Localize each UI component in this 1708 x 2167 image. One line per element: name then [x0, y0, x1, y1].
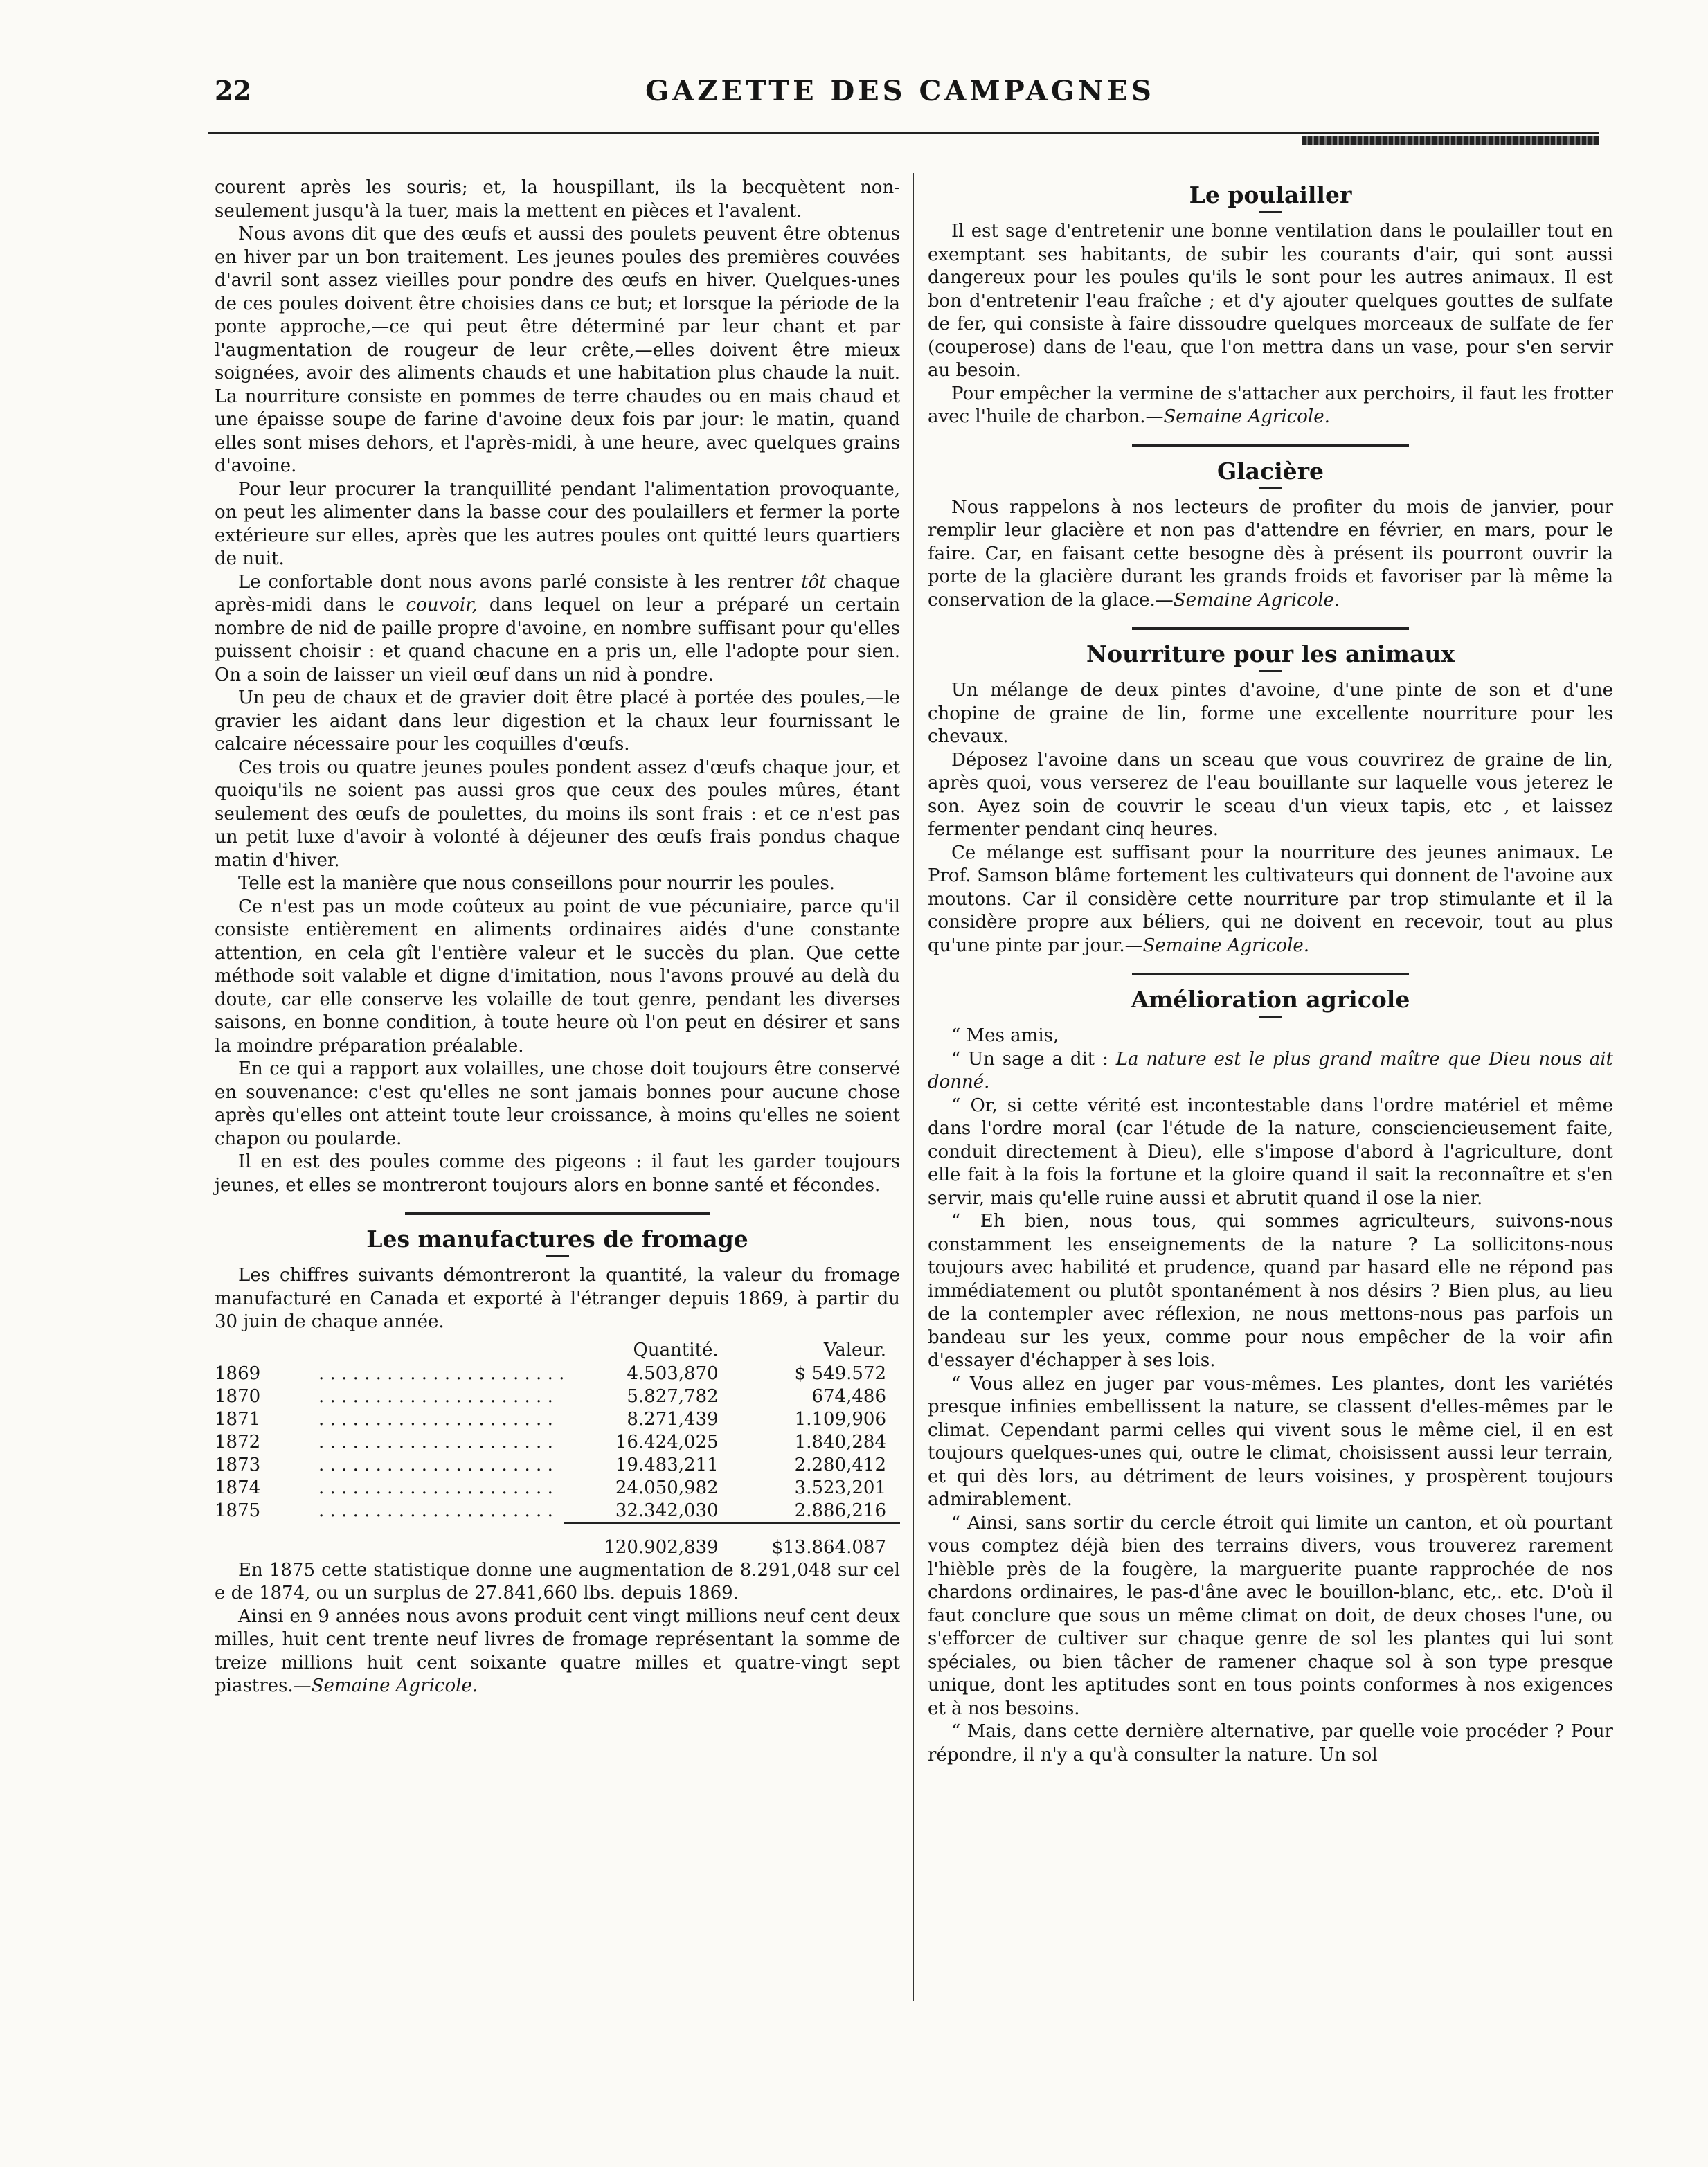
table-header-row — [215, 1338, 900, 1363]
table-total-row — [215, 1523, 900, 1559]
leader-dots: . . . . . . . . . . . . . . . . . . . . . — [318, 1500, 553, 1521]
table-row — [215, 1500, 900, 1523]
year-cell: 1874 — [215, 1477, 261, 1498]
paragraph: Nous avons dit que des œufs et aussi des poulets peuvent être obtenus en hiver par un bon traitement. Les jeunes poules des premières couvées d'avril sont assez vieilles pour pondre des œufs en hiver. Quelques-unes de ces poules doivent être choisies dans ce but; et lorsque la période de la ponte approche,—ce qui peut être déterminé par leur chant et par l'augmentation de rougeur de leur crête,—elles doivent être mieux soignées, avoir des aliments chauds et une habitation plus chaude la nuit. La nourriture consiste en pommes de terre chaudes ou en mais chaud et une épaisse soupe de farine d'avoine deux fois par jour: le matin, quand elles sont mises dehors, et l'après-midi, à une heure, avec quelques grains d'avoine. — [215, 224, 900, 476]
total-value-cell: $13.864.087 — [732, 1523, 900, 1559]
paragraph: Pour leur procurer la tranquillité pendant l'alimentation provoquante, on peut les alimenter dans la basse cour des poulaillers et fermer la porte extérieure sur elles, après que les autres poules ont quitté leurs quartiers de nuit. — [215, 478, 900, 569]
leader-dots: . . . . . . . . . . . . . . . . . . . . . — [318, 1431, 553, 1453]
value-cell: 2.280,412 — [794, 1454, 886, 1475]
total-quantity-cell: 120.902,839 — [564, 1523, 732, 1559]
paragraph: “ Mais, dans cette dernière alternative, par quelle voie procéder ? Pour répondre, il n'y a qu'à consulter la nature. Un sol — [928, 1721, 1613, 1765]
leader-dots: . . . . . . . . . . . . . . . . . . . . . . — [318, 1363, 565, 1384]
paragraph: “ Or, si cette vérité est incontestable dans l'ordre matériel et même dans l'ordre moral (car l'étude de la nature, consciencieusement faite, conduit directement à Dieu), elle s'impose d'abord à l'agriculture, dont elle fait à la fois la fortune et la gloire quand il sait la reconnaître et s'en servir, mais qu'elle ruine aussi et abrutit quand il ose la nier. — [928, 1095, 1613, 1209]
table-row — [215, 1477, 900, 1500]
header-ornament-rule — [1302, 136, 1599, 145]
text-run: Le confortable dont nous avons parlé consiste à les rentrer — [238, 571, 802, 593]
italic-quote: La nature est le plus grand maître que Dieu nous ait donné. — [928, 1048, 1613, 1093]
column-header-value: Valeur. — [823, 1339, 886, 1360]
value-cell: 1.109,906 — [794, 1408, 886, 1430]
paragraph — [928, 383, 1613, 429]
value-cell: $ 549.572 — [794, 1363, 886, 1384]
source-credit: Semaine Agricole. — [1173, 589, 1340, 611]
paragraph: “ Vous allez en juger par vous-mêmes. Les plantes, dont les variétés presque infinies embellissent la nature, se classent d'elles-mêmes par le climat. Cependant parmi celles qui vivent sous le même ciel, il en est toujours quelques-unes qui, outre le climat, choisissent aussi leur terrain, et qui dès lors, au détriment de leurs voisines, y prospèrent toujours admirablement. — [928, 1373, 1613, 1510]
paragraph — [928, 496, 1613, 613]
masthead-title: GAZETTE DES CAMPAGNES — [645, 75, 1155, 107]
title-dash — [1259, 670, 1282, 672]
table-row — [215, 1408, 900, 1431]
section-title-nourriture: Nourriture pour les animaux — [1086, 640, 1455, 667]
text-run: “ Un sage a dit : — [951, 1048, 1116, 1070]
header-rule — [208, 132, 1599, 134]
paragraph — [928, 1048, 1613, 1095]
table-row — [215, 1431, 900, 1454]
year-cell: 1871 — [215, 1408, 261, 1430]
title-dash — [546, 1255, 569, 1257]
value-cell: 3.523,201 — [794, 1477, 886, 1498]
section-title-amelioration: Amélioration agricole — [1131, 986, 1410, 1013]
text-run: Nous rappelons à nos lecteurs de profiter du mois de janvier, pour remplir leur glacière et non pas d'attendre en février, en mars, pour le faire. Car, en faisant cette besogne dès à présent ils pourront ouvrir la porte de la glacière durant les grands froids et favoriser par là même la conservation de la glace.— — [928, 496, 1613, 611]
paragraph: Les chiffres suivants démontreront la quantité, la valeur du fromage manufacturé en Canada et exporté à l'étranger depuis 1869, à partir du 30 juin de chaque année. — [215, 1265, 900, 1332]
paragraph — [215, 1606, 900, 1698]
text-run: dans lequel on leur a préparé un certain nombre de nid de paille propre d'avoine, en nombre suffisant pour qu'elles puissent choisir : et quand chacune en a pris un, elle l'adopte pour sien. On a soin de laisser un vieil œuf dans un nid à pondre. — [215, 595, 901, 685]
text-run: Pour empêcher la vermine de s'attacher aux perchoirs, il faut les frotter avec l'huile de charbon.— — [928, 383, 1613, 427]
section-divider — [1132, 444, 1409, 447]
section-title-poulailler: Le poulailler — [1189, 181, 1352, 208]
paragraph: Telle est la manière que nous conseillons pour nourrir les poules. — [238, 873, 836, 894]
table-row — [215, 1454, 900, 1477]
leader-dots: . . . . . . . . . . . . . . . . . . . . . — [318, 1454, 553, 1475]
year-cell: 1872 — [215, 1431, 261, 1453]
leader-dots: . . . . . . . . . . . . . . . . . . . . . — [318, 1477, 553, 1498]
table-row — [215, 1363, 900, 1385]
paragraph: “ Mes amis, — [951, 1025, 1059, 1046]
italic-text: tôt — [801, 571, 827, 593]
quantity-cell: 4.503,870 — [627, 1363, 719, 1384]
year-cell: 1873 — [215, 1454, 261, 1475]
paragraph: En ce qui a rapport aux volailles, une chose doit toujours être conservé en souvenance: c'est qu'elles ne sont jamais bonnes pour aucune chose après qu'elles ont atteint toute leur croissance, à moins qu'elles ne soient chapon ou poularde. — [215, 1059, 900, 1149]
source-credit: Semaine Agricole. — [311, 1675, 478, 1696]
leader-dots: . . . . . . . . . . . . . . . . . . . . . — [318, 1385, 553, 1407]
page-header — [208, 75, 1592, 116]
paragraph: “ Eh bien, nous tous, qui sommes agriculteurs, suivons-nous constamment les enseignements de la nature ? La sollicitons-nous toujours avec habilité et prudence, quand par hasard elle ne répond pas immédiatement ou plutôt spontanément à nos désirs ? Bien plus, au lieu de la contempler avec réflexion, ne nous mettons-nous pas parfois un bandeau sur les yeux, comme pour nous empêcher de la voir afin d'essayer d'échapper à ses lois. — [928, 1211, 1613, 1371]
column-divider — [913, 173, 914, 2001]
source-credit: Semaine Agricole. — [1142, 935, 1310, 956]
table-row — [215, 1385, 900, 1408]
year-cell: 1870 — [215, 1385, 261, 1407]
paragraph: Il en est des poules comme des pigeons : il faut les garder toujours jeunes, et elles se montreront toujours alors en bonne santé et fécondes. — [215, 1151, 900, 1196]
right-column — [928, 177, 1613, 1767]
left-column — [215, 177, 900, 1698]
value-cell: 674,486 — [811, 1385, 886, 1407]
source-credit: Semaine Agricole. — [1163, 406, 1330, 427]
text-run: chaque après-midi dans le — [215, 571, 900, 615]
paragraph: Ces trois ou quatre jeunes poules pondent assez d'œufs chaque jour, et quoiqu'ils ne soient pas aussi gros que ceux des poules mûres, étant seulement des œufs de poulettes, du moins ils sont frais : et ce n'est pas un petit luxe d'avoir à volonté à déjeuner des œufs frais pondus chaque matin d'hiver. — [215, 757, 900, 871]
title-dash — [1259, 211, 1282, 213]
year-cell: 1869 — [215, 1363, 261, 1384]
quantity-cell: 24.050,982 — [615, 1477, 719, 1498]
year-cell: 1875 — [215, 1500, 261, 1521]
paragraph: Un mélange de deux pintes d'avoine, d'une pinte de son et d'une chopine de graine de lin, forme une excellente nourriture pour les chevaux. — [928, 680, 1613, 747]
cheese-statistics-table — [215, 1338, 900, 1559]
text-run: Ainsi en 9 années nous avons produit cent vingt millions neuf cent deux milles, huit cent trente neuf livres de fromage représentant la somme de treize millions huit cent soixante quatre milles et quatre-vingt sept piastres.— — [215, 1606, 900, 1696]
quantity-cell: 16.424,025 — [615, 1431, 719, 1453]
section-divider — [1132, 973, 1409, 975]
value-cell: 1.840,284 — [794, 1431, 886, 1453]
quantity-cell: 19.483,211 — [615, 1454, 719, 1475]
paragraph: Il est sage d'entretenir une bonne ventilation dans le poulailler tout en exemptant ses habitants, de subir les courants d'air, qui sont aussi dangereux pour les poules qu'ils le sont pour les autres animaux. Il est bon d'entretenir l'eau fraîche ; et d'y ajouter quelques gouttes de sulfate de fer, qui consiste à faire dissoudre quelques morceaux de sulfate de fer (couperose) dans de l'eau, que l'on mettra dans un vase, pour s'en servir au besoin. — [928, 221, 1613, 381]
paragraph: En 1875 cette statistique donne une augmentation de 8.291,048 sur cel e de 1874, ou un surplus de 27.841,660 lbs. depuis 1869. — [215, 1559, 900, 1603]
title-dash — [1259, 487, 1282, 489]
paragraph — [928, 842, 1613, 958]
paragraph: courent après les souris; et, la houspillant, ils la becquètent non-seulement jusqu'à la tuer, mais la mettent en pièces et l'avalent. — [215, 177, 900, 222]
text-run: Ce mélange est suffisant pour la nourriture des jeunes animaux. Le Prof. Samson blâme fortement les cultivateurs qui donnent de l'avoine aux moutons. Car il considère cette nourriture par trop stimulante et il la considère propre aux béliers, qui ne doivent en recevoir, tout au plus qu'une pinte par jour.— — [928, 842, 1613, 956]
section-title-fromage: Les manufactures de fromage — [366, 1225, 748, 1252]
quantity-cell: 32.342,030 — [615, 1500, 719, 1521]
section-divider — [405, 1212, 710, 1215]
paragraph — [215, 571, 900, 687]
paragraph: Ce n'est pas un mode coûteux au point de vue pécuniaire, parce qu'il consiste entièrement en aliments ordinaires aidés d'une constante attention, en cela gît l'entière valeur et le succès du plan. Que cette méthode soit valable et digne d'imitation, nous l'avons prouvé au delà du doute, car elle conserve les volaille de tout genre, pendant les diverses saisons, en bonne condition, à toute heure où l'on peut en désirer et sans la moindre préparation préalable. — [215, 896, 900, 1056]
quantity-cell: 8.271,439 — [627, 1408, 719, 1430]
paragraph: Déposez l'avoine dans un sceau que vous couvrirez de graine de lin, après quoi, vous verserez de l'eau bouillante sur laquelle vous jeterez le son. Ayez soin de couvrir le sceau d'un vieux tapis, etc , et laissez fermenter pendant cinq heures. — [928, 749, 1613, 840]
leader-dots: . . . . . . . . . . . . . . . . . . . . . — [318, 1408, 553, 1430]
quantity-cell: 5.827,782 — [627, 1385, 719, 1407]
paragraph: “ Ainsi, sans sortir du cercle étroit qui limite un canton, et où pourtant vous comptez déjà bien des terrains divers, vous trouverez rarement l'hièble près de la fougère, la marguerite puante rapprochée de nos chardons ordinaires, le pas-d'âne avec le bouillon-blanc, etc,. etc. D'où il faut conclure que sous un même climat on doit, de deux choses l'une, ou s'efforcer de cultiver sur chaque genre de sol les plantes qui lui sont spéciales, ou bien tâcher de ramener chaque sol à son type presque unique, dont les aptitudes sont en tous points conformes à nos exigences et à nos besoins. — [928, 1512, 1613, 1719]
paragraph: Un peu de chaux et de gravier doit être placé à portée des poules,—le gravier les aidant dans leur digestion et la chaux leur fournissant le calcaire nécessaire pour les coquilles d'œufs. — [215, 687, 900, 755]
italic-text: couvoir, — [406, 595, 478, 615]
section-divider — [1132, 627, 1409, 630]
title-dash — [1259, 1016, 1282, 1018]
section-title-glaciere: Glacière — [1216, 457, 1324, 485]
page-number: 22 — [215, 75, 251, 106]
column-header-quantity: Quantité. — [633, 1339, 719, 1360]
value-cell: 2.886,216 — [794, 1500, 886, 1521]
